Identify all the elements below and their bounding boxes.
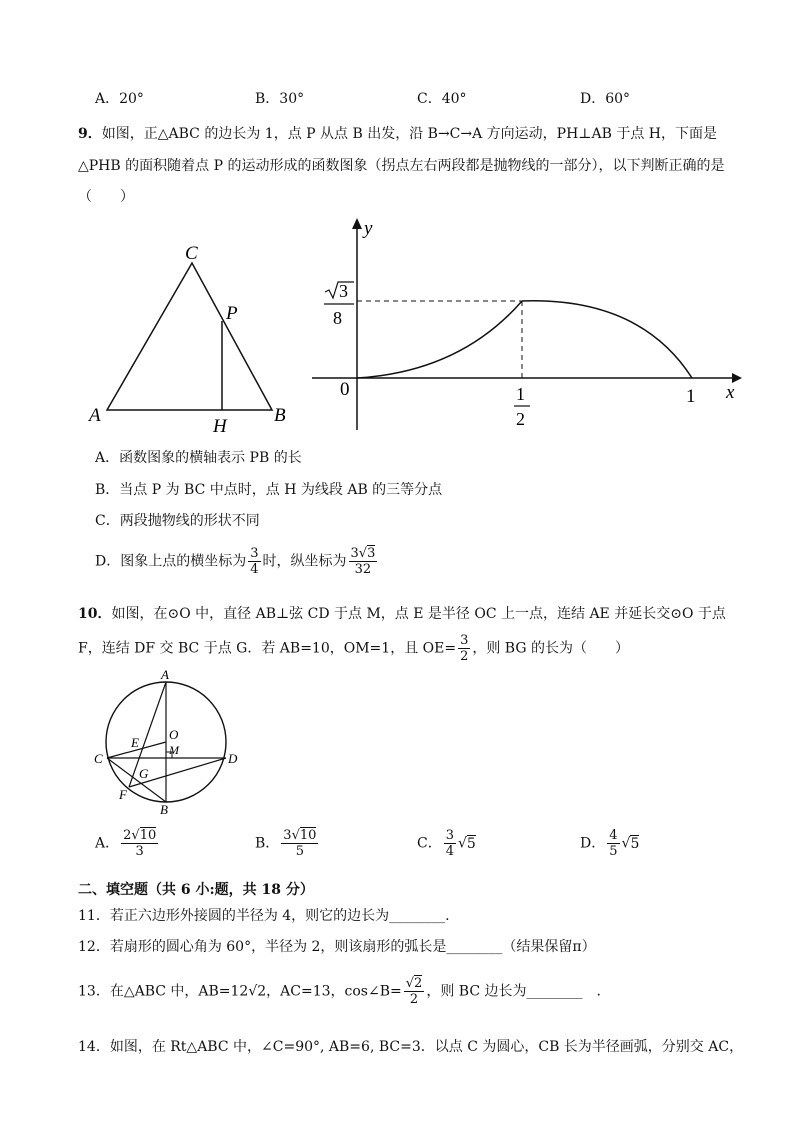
q9-option-a: A．函数图象的横轴表示 PB 的长 [95, 450, 302, 466]
svg-text:2: 2 [516, 409, 525, 429]
y-axis-arrow [352, 218, 362, 229]
q10-stem-line-2 [78, 633, 629, 664]
q9-option-d [95, 546, 379, 577]
q10-circle-figure [90, 668, 245, 816]
triangle-abc [107, 263, 272, 410]
label-o: O [169, 727, 179, 742]
q13 [78, 976, 601, 1007]
svg-text:3: 3 [339, 281, 348, 301]
q10-option-d: D． $\frac{4}{5}$ √5 [580, 828, 640, 859]
q9-stem-1: 如图，正△ABC 的边长为 1，点 P 从点 B 出发，沿 B→C→A 方向运动，PH⊥AB 于点 H，下面是 [101, 126, 717, 142]
label-a: A [161, 668, 169, 682]
q9-stem-line-1 [78, 123, 717, 143]
label-g: G [139, 766, 149, 781]
label-b: B [160, 802, 168, 816]
q10-option-c-value: $\frac{3}{4}$ [445, 828, 454, 859]
label-a: A [89, 405, 101, 426]
q8-option-c: C．40° [417, 91, 467, 107]
q10-stem-2-post: ，则 BG 的长为（ ） [472, 640, 629, 657]
label-d: D [228, 751, 238, 766]
q9-option-d-pre: D．图象上点的横坐标为 [95, 553, 247, 570]
q13-cos-value: $\frac{√2}{2}$ [405, 976, 423, 1007]
q9-triangle-figure [85, 235, 305, 435]
q14: 14．如图，在 Rt△ABC 中，∠C=90°, AB=6, BC=3．以点 C 为圆心，CB 长为半径画弧，分别交 AC， [78, 1039, 744, 1055]
label-b: B [274, 405, 286, 426]
q10-number: 10． [78, 606, 112, 622]
parabola-right [522, 301, 692, 378]
q10-option-a-prefix: A． [95, 835, 120, 852]
label-p: P [226, 303, 238, 324]
label-c: C [94, 751, 103, 766]
q12: 12．若扇形的圆心角为 60°，半径为 2，则该扇形的弧长是________（结果保留π） [78, 939, 596, 955]
frac-3sqrt3-32: $\frac{3√3}{32}$ [350, 546, 376, 577]
q9-number: 9． [78, 126, 102, 142]
q10-option-b [255, 828, 320, 859]
label-m: M [169, 743, 179, 757]
frac-oe-3-2: $\frac{3}{2}$ [460, 633, 469, 664]
q13-post: ，则 BC 边长为________ . [426, 983, 601, 1000]
q10-stem-1: 如图，在⊙O 中，直径 AB⊥弦 CD 于点 M，点 E 是半径 OC 上一点，连结 AE 并延长交⊙O 于点 [111, 606, 726, 622]
q10-option-a-value: $\frac{2√10}{3}$ [123, 828, 157, 859]
q9-option-c: C．两段抛物线的形状不同 [95, 513, 260, 529]
q9-paren: （ ） [78, 189, 134, 205]
q10-option-b-prefix: B． [255, 835, 280, 852]
label-e: E [131, 735, 139, 750]
q13-pre: 13．在△ABC 中，AB=12√2，AC=13，cos∠B= [78, 983, 402, 1000]
q8-option-b: B．30° [255, 91, 305, 107]
label-h: H [213, 416, 227, 435]
origin-label: 0 [340, 379, 350, 400]
q10-option-c-prefix: C． [417, 835, 442, 852]
q10-option-b-value: $\frac{3√10}{5}$ [283, 828, 317, 859]
x-tick-one: 1 [686, 386, 696, 407]
q11: 11．若正六边形外接圆的半径为 4，则它的边长为________. [78, 908, 450, 924]
q9-stem-line-2: △PHB 的面积随着点 P 的运动形成的函数图象（拐点左右两段都是抛物线的一部分），以下判断正确的是 [78, 158, 725, 174]
label-f: F [119, 787, 127, 802]
q10-stem-2-pre: F，连结 DF 交 BC 于点 G．若 AB=10，OM=1，且 OE= [78, 640, 457, 657]
q9-option-d-mid: 时，纵坐标为 [262, 553, 347, 570]
x-tick-one-half [514, 384, 530, 429]
q10-option-a [95, 828, 160, 859]
parabola-left [357, 301, 522, 378]
q10-option-d-prefix: D． [580, 835, 606, 852]
frac-3-4: $\frac{3}{4}$ [250, 546, 259, 577]
label-c: C [185, 243, 198, 264]
svg-text:1: 1 [516, 384, 525, 404]
q10-option-d-value: $\frac{4}{5}$ [609, 828, 618, 859]
x-axis-label: x [726, 382, 735, 403]
q9-option-b: B．当点 P 为 BC 中点时，点 H 为线段 AB 的三等分点 [95, 482, 443, 498]
section-2-title: 二、填空题（共 6 小:题，共 18 分） [78, 882, 314, 898]
svg-text:8: 8 [333, 308, 342, 328]
q9-function-graph [310, 212, 750, 437]
q8-option-a: A．20° [95, 91, 144, 107]
q10-stem-line-1 [78, 603, 726, 623]
y-tick-sqrt3-over-8 [324, 281, 354, 328]
q8-option-d: D．60° [580, 91, 631, 107]
q10-option-c: C． $\frac{3}{4}$ √5 [417, 828, 476, 859]
y-axis-label: y [364, 218, 373, 239]
